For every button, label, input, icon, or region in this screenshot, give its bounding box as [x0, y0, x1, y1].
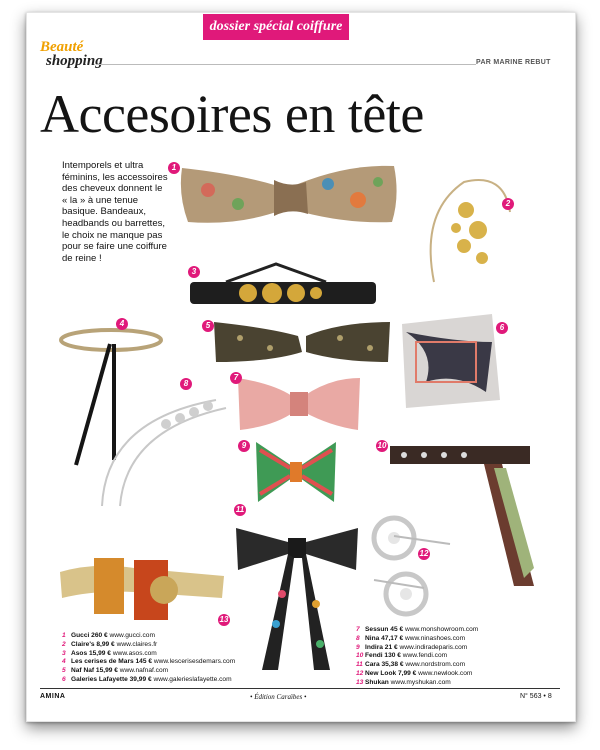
product-number: 6 — [496, 322, 508, 334]
rubric-logo — [40, 40, 103, 68]
product-number: 8 — [180, 378, 192, 390]
footer-magazine-name: AMINA — [40, 693, 66, 700]
product-number: 3 — [188, 266, 200, 278]
page-title: Accesoires en tête — [40, 84, 424, 144]
credit-row: 11 Cara 35,38 € www.nordstrom.com — [356, 661, 466, 669]
product-7-floral-bow — [234, 372, 364, 434]
product-number: 9 — [238, 440, 250, 452]
product-3-jewel-elastic — [186, 260, 380, 318]
product-1-gucci-headband — [178, 160, 400, 230]
credit-row: 3 Asos 15,99 € www.asos.com — [62, 649, 157, 657]
credit-row: 13 Shukan www.myshukan.com — [356, 678, 451, 686]
credit-row: 4 Les cerises de Mars 145 € www.lescerisesdemars.com — [62, 658, 236, 666]
footer-page-number: N° 563 • 8 — [520, 693, 552, 700]
credit-row: 12 New Look 7,99 € www.newlook.com — [356, 669, 473, 677]
product-5-sequin-bandeau — [210, 318, 394, 366]
credit-row: 7 Sessun 45 € www.monshowroom.com — [356, 626, 479, 633]
credit-row: 5 Naf Naf 15,99 € www.nafnaf.com — [62, 667, 169, 675]
credit-row: 9 Indira 21 € www.indiradeparis.com — [356, 643, 468, 651]
product-number: 4 — [116, 318, 128, 330]
product-number: 7 — [230, 372, 242, 384]
credit-row: 8 Nina 47,17 € www.ninashoes.com — [356, 634, 466, 642]
product-number: 5 — [202, 320, 214, 332]
product-8-crystal-headband — [96, 390, 236, 510]
credits-left — [62, 632, 312, 685]
credits-right — [356, 626, 556, 688]
product-number: 10 — [377, 441, 387, 450]
credit-row: 6 Galeries Lafayette 39,99 € www.galerieslafayette.com — [62, 675, 232, 683]
product-12-crystal-barrettes — [364, 510, 454, 620]
product-9-wax-print-bow — [252, 438, 340, 506]
rubric-shopping: shopping — [46, 53, 103, 69]
product-number: 1 — [168, 162, 180, 174]
product-number: 13 — [219, 615, 229, 624]
credit-row: 10 Fendi 130 € www.fendi.com — [356, 652, 448, 660]
product-number: 12 — [419, 549, 429, 558]
byline: PAR MARINE REBUT — [476, 59, 551, 66]
product-number: 2 — [502, 198, 514, 210]
section-tab: dossier spécial coiffure — [203, 14, 349, 40]
footer-rule — [40, 688, 560, 689]
product-13-straw-headband — [54, 542, 230, 632]
product-2-gold-flower-headband — [424, 172, 514, 292]
intro-text: Intemporels et ultra féminins, les accessoires des cheveux donnent le « la » à une tenue basique. Bandeaux, headbands ou barrettes, le choix ne manque pas pour se faire une coiffure de reine ! — [62, 160, 168, 264]
product-6-printed-scarf — [396, 312, 506, 412]
header-rule — [96, 64, 476, 65]
footer-edition: • Édition Caraïbes • — [250, 693, 307, 701]
product-number: 11 — [235, 505, 245, 514]
credit-row: 1 Gucci 260 € www.gucci.com — [62, 632, 155, 639]
rubric-beaute: Beauté — [40, 39, 84, 55]
credit-row: 2 Claire's 8,99 € www.claires.fr — [62, 640, 158, 648]
